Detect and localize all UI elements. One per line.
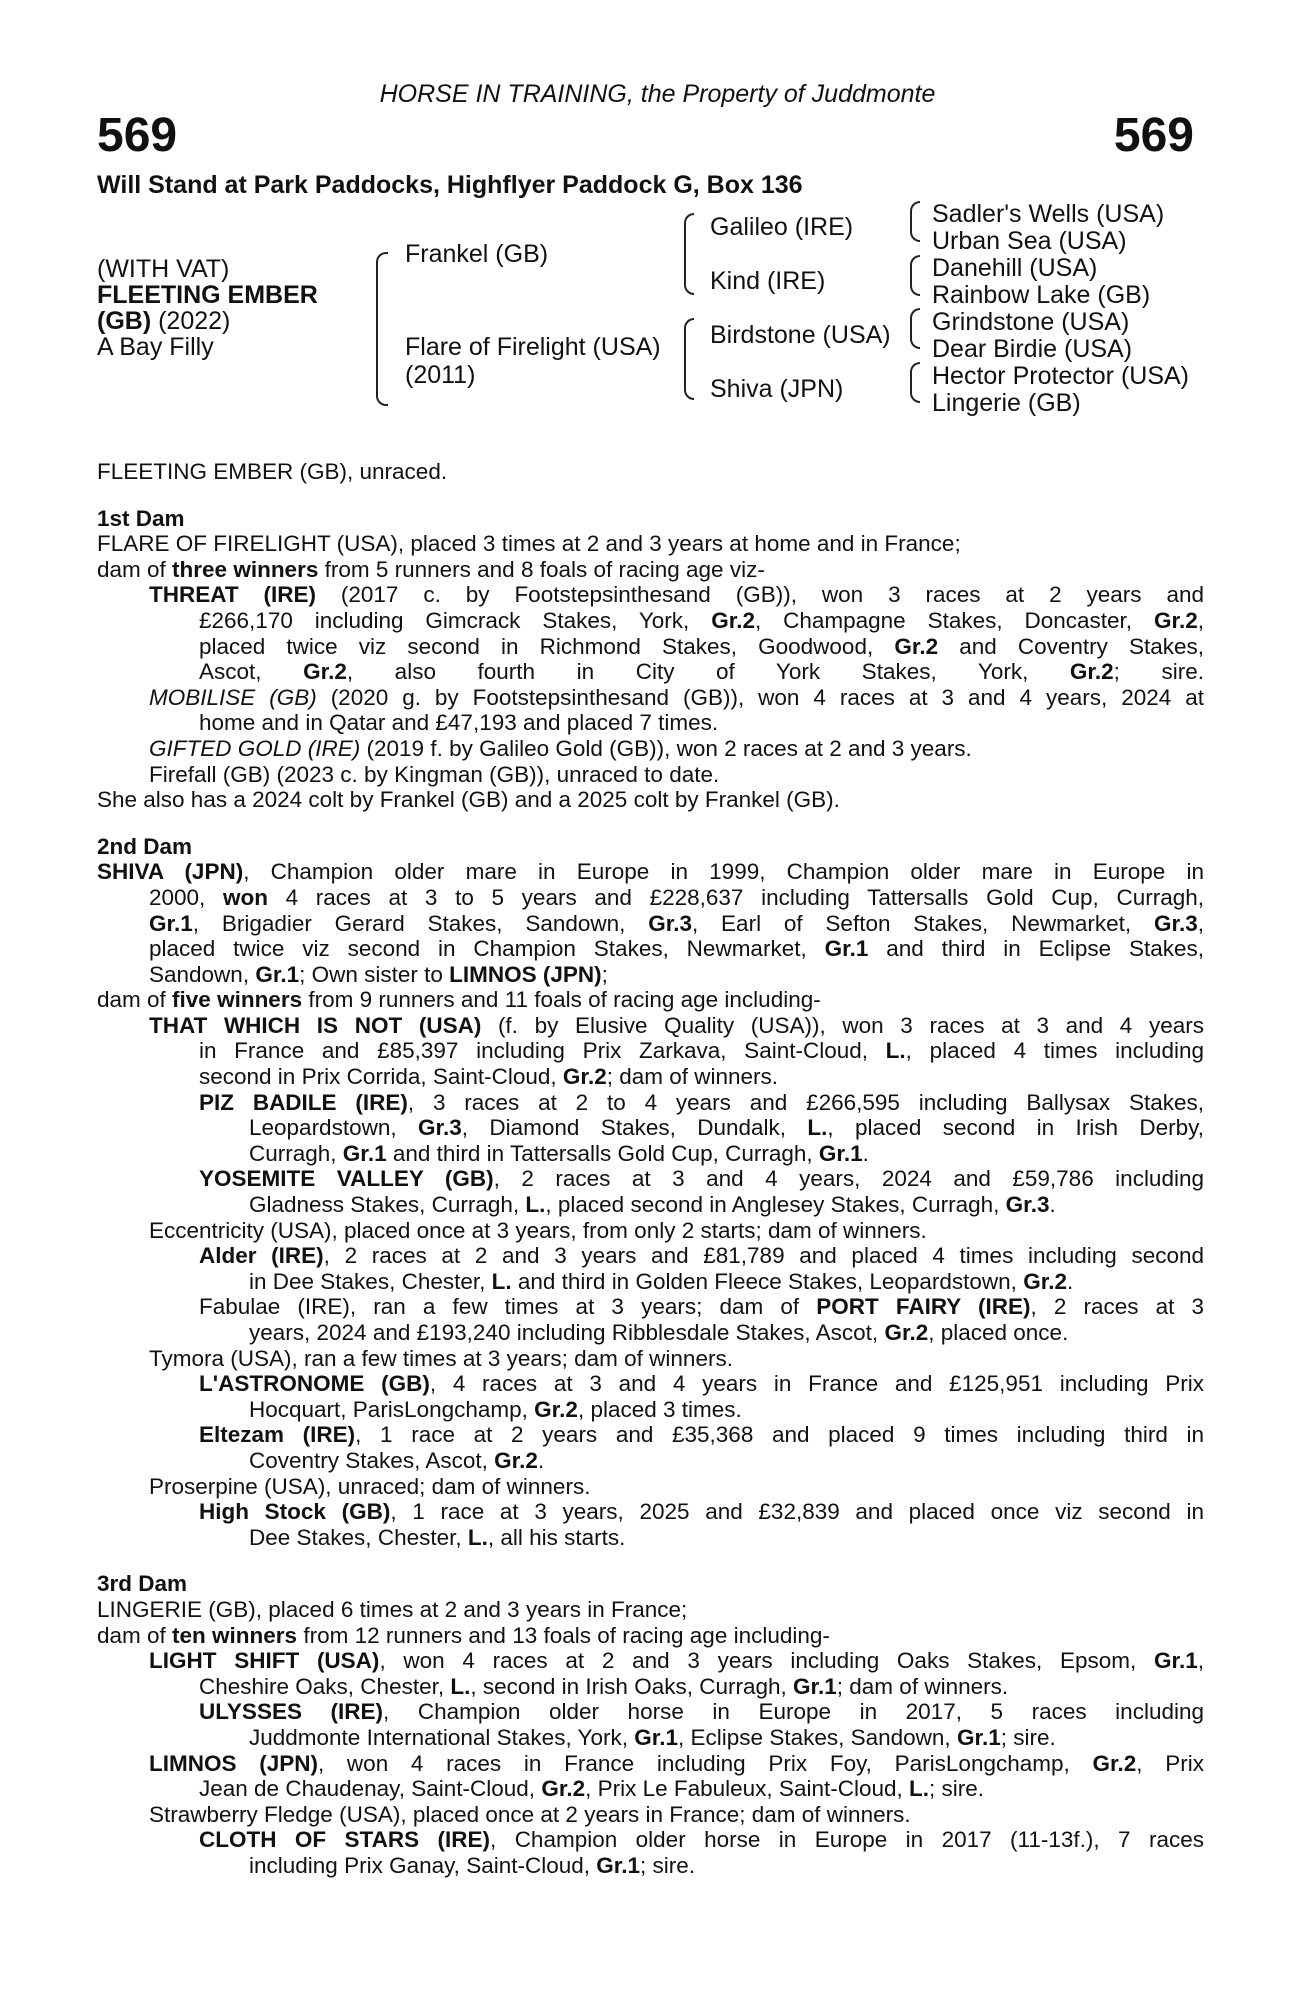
pedigree-sire: Frankel (GB) <box>405 240 549 268</box>
second-dam-heading: 2nd Dam <box>97 833 193 859</box>
high-stock-line-1: High Stock (GB), 1 race at 3 years, 2025 and £32,839 and placed once viz second in <box>199 1499 1204 1525</box>
eccentricity-line: Eccentricity (USA), placed once at 3 years, from only 2 starts; dam of winners. <box>149 1217 927 1243</box>
horse-name: FLEETING EMBER <box>97 281 318 309</box>
alder-line-2: in Dee Stakes, Chester, L. and third in Golden Fleece Stakes, Leopardstown, Gr.2. <box>249 1268 1074 1294</box>
third-dam-heading: 3rd Dam <box>97 1571 188 1597</box>
piz-badile-line-3: Curragh, Gr.1 and third in Tattersalls Gold Cup, Curragh, Gr.1. <box>249 1140 869 1166</box>
eltezam-line-1: Eltezam (IRE), 1 race at 2 years and £35,368 and placed 9 times including third in <box>199 1422 1204 1448</box>
lot-number-left: 569 <box>97 109 178 162</box>
pedigree-sss: Sadler's Wells (USA) <box>932 200 1165 228</box>
light-shift-line-1: LIGHT SHIFT (USA), won 4 races at 2 and 3 years including Oaks Stakes, Epsom, Gr.1, <box>149 1648 1204 1674</box>
lastronome-line-2: Hocquart, ParisLongchamp, Gr.2, placed 3 times. <box>249 1396 742 1422</box>
pedigree-brace-dd <box>910 362 920 403</box>
proserpine-line: Proserpine (USA), unraced; dam of winners. <box>149 1473 591 1499</box>
lot-number-right: 569 <box>1113 109 1194 162</box>
pedigree-brace-dam <box>684 318 694 400</box>
first-dam-heading: 1st Dam <box>97 505 185 531</box>
first-dam-produce-line: dam of three winners from 5 runners and 8 foals of racing age viz- <box>97 556 765 582</box>
limnos-line-2: Jean de Chaudenay, Saint-Cloud, Gr.2, Prix Le Fabuleux, Saint-Cloud, L.; sire. <box>199 1776 985 1802</box>
fabulae-line-2: years, 2024 and £193,240 including Ribblesdale Stakes, Ascot, Gr.2, placed once. <box>249 1320 1069 1345</box>
pedigree-dss: Grindstone (USA) <box>932 308 1130 336</box>
pedigree-ssd: Urban Sea (USA) <box>932 227 1127 255</box>
limnos-line-1: LIMNOS (JPN), won 4 races in France including Prix Foy, ParisLongchamp, Gr.2, Prix <box>149 1750 1204 1776</box>
page-header-title: HORSE IN TRAINING, the Property of Juddmonte <box>379 80 936 108</box>
pedigree-ddd: Lingerie (GB) <box>932 389 1081 417</box>
that-which-line-3: second in Prix Corrida, Saint-Cloud, Gr.2; dam of winners. <box>199 1064 779 1090</box>
mobilise-line-2: home and in Qatar and £47,193 and placed 7 times. <box>199 710 719 736</box>
gifted-gold-line: GIFTED GOLD (IRE) (2019 f. by Galileo Gold (GB)), won 2 races at 2 and 3 years. <box>149 735 972 761</box>
pedigree-brace-sd <box>910 255 920 296</box>
yosemite-line-2: Gladness Stakes, Curragh, L., placed second in Anglesey Stakes, Curragh, Gr.3. <box>249 1192 1056 1218</box>
pedigree-sire-dam: Kind (IRE) <box>710 267 826 295</box>
shiva-line-4: placed twice viz second in Champion Stakes, Newmarket, Gr.1 and third in Eclipse Stakes, <box>149 936 1204 962</box>
stand-location: Will Stand at Park Paddocks, Highflyer Paddock G, Box 136 <box>97 171 803 199</box>
ulysses-line-2: Juddmonte International Stakes, York, Gr.1, Eclipse Stakes, Sandown, Gr.1; sire. <box>249 1724 1056 1750</box>
strawberry-fledge-line: Strawberry Fledge (USA), placed once at 2 years in France; dam of winners. <box>149 1801 911 1827</box>
mobilise-line-1: MOBILISE (GB) (2020 g. by Footstepsinthesand (GB)), won 4 races at 3 and 4 years, 2024 at <box>149 684 1204 710</box>
pedigree-dam-sire: Birdstone (USA) <box>710 321 891 349</box>
pedigree-dam-year: (2011) <box>405 361 476 389</box>
horse-country: (GB) <box>97 307 152 335</box>
pedigree-sire-sire: Galileo (IRE) <box>710 213 854 241</box>
pedigree-brace-ds <box>910 308 920 349</box>
catalogue-body <box>97 459 1204 1878</box>
pedigree-sdd: Rainbow Lake (GB) <box>932 281 1151 309</box>
pedigree-brace-ss <box>910 201 920 242</box>
threat-line-1: THREAT (IRE) (2017 c. by Footstepsinthesand (GB)), won 3 races at 2 years and <box>149 582 1204 608</box>
yosemite-line-1: YOSEMITE VALLEY (GB), 2 races at 3 and 4 years, 2024 and £59,786 including <box>199 1166 1204 1192</box>
pedigree-dds: Hector Protector (USA) <box>932 362 1190 390</box>
piz-badile-line-2: Leopardstown, Gr.3, Diamond Stakes, Dundalk, L., placed second in Irish Derby, <box>249 1115 1205 1141</box>
that-which-line-2: in France and £85,397 including Prix Zarkava, Saint-Cloud, L., placed 4 times including <box>199 1038 1204 1064</box>
shiva-line-3: Gr.1, Brigadier Gerard Stakes, Sandown, Gr.3, Earl of Sefton Stakes, Newmarket, Gr.3, <box>149 910 1204 936</box>
horse-country-year <box>97 307 230 336</box>
she-also-has-line: She also has a 2024 colt by Frankel (GB) and a 2025 colt by Frankel (GB). <box>97 787 840 813</box>
light-shift-line-2: Cheshire Oaks, Chester, L., second in Irish Oaks, Curragh, Gr.1; dam of winners. <box>199 1673 1009 1699</box>
cloth-of-stars-line-1: CLOTH OF STARS (IRE), Champion older horse in Europe in 2017 (11-13f.), 7 races <box>199 1827 1204 1853</box>
eltezam-line-2: Coventry Stakes, Ascot, Gr.2. <box>249 1447 545 1473</box>
lingerie-produce-line: dam of ten winners from 12 runners and 13 foals of racing age including- <box>97 1622 830 1648</box>
fabulae-line-1: Fabulae (IRE), ran a few times at 3 years; dam of PORT FAIRY (IRE), 2 races at 3 <box>199 1294 1204 1320</box>
piz-badile-line-1: PIZ BADILE (IRE), 3 races at 2 to 4 years and £266,595 including Ballysax Stakes, <box>199 1089 1204 1115</box>
that-which-line-1: THAT WHICH IS NOT (USA) (f. by Elusive Quality (USA)), won 3 races at 3 and 4 years <box>149 1012 1204 1038</box>
pedigree-dam-dam: Shiva (JPN) <box>710 375 844 403</box>
tymora-line: Tymora (USA), ran a few times at 3 years; dam of winners. <box>149 1345 733 1371</box>
threat-line-4: Ascot, Gr.2, also fourth in City of York Stakes, York, Gr.2; sire. <box>199 659 1204 685</box>
first-dam-line: FLARE OF FIRELIGHT (USA), placed 3 times at 2 and 3 years at home and in France; <box>97 531 961 557</box>
lastronome-line-1: L'ASTRONOME (GB), 4 races at 3 and 4 years in France and £125,951 including Prix <box>199 1371 1204 1397</box>
shiva-produce-line: dam of five winners from 9 runners and 11 foals of racing age including- <box>97 987 821 1013</box>
alder-line-1: Alder (IRE), 2 races at 2 and 3 years and £81,789 and placed 4 times including second <box>199 1243 1204 1269</box>
horse-year: (2022) <box>158 307 231 335</box>
pedigree-dam: Flare of Firelight (USA) <box>405 333 661 361</box>
shiva-line-5: Sandown, Gr.1; Own sister to LIMNOS (JPN); <box>149 961 608 987</box>
pedigree-sds: Danehill (USA) <box>932 254 1098 282</box>
pedigree-dsd: Dear Birdie (USA) <box>932 335 1133 363</box>
threat-line-3: placed twice viz second in Richmond Stakes, Goodwood, Gr.2 and Coventry Stakes, <box>199 633 1204 659</box>
vat-note: (WITH VAT) <box>97 255 230 283</box>
high-stock-line-2: Dee Stakes, Chester, L., all his starts. <box>249 1524 626 1550</box>
lingerie-line: LINGERIE (GB), placed 6 times at 2 and 3 years in France; <box>97 1596 688 1622</box>
pedigree-brace-main <box>376 252 388 406</box>
shiva-line-1: SHIVA (JPN), Champion older mare in Europe in 1999, Champion older mare in Europe in <box>97 859 1204 885</box>
cloth-of-stars-line-2: including Prix Ganay, Saint-Cloud, Gr.1; sire. <box>249 1852 696 1878</box>
ulysses-line-1: ULYSSES (IRE), Champion older horse in Europe in 2017, 5 races including <box>199 1699 1204 1725</box>
horse-description: A Bay Filly <box>97 333 214 361</box>
pedigree-brace-sire <box>684 213 694 295</box>
intro-line: FLEETING EMBER (GB), unraced. <box>97 459 448 484</box>
shiva-line-2: 2000, won 4 races at 3 to 5 years and £228,637 including Tattersalls Gold Cup, Curragh, <box>149 884 1204 910</box>
threat-line-2: £266,170 including Gimcrack Stakes, York, Gr.2, Champagne Stakes, Doncaster, Gr.2, <box>199 607 1204 633</box>
firefall-line: Firefall (GB) (2023 c. by Kingman (GB)), unraced to date. <box>149 761 720 787</box>
